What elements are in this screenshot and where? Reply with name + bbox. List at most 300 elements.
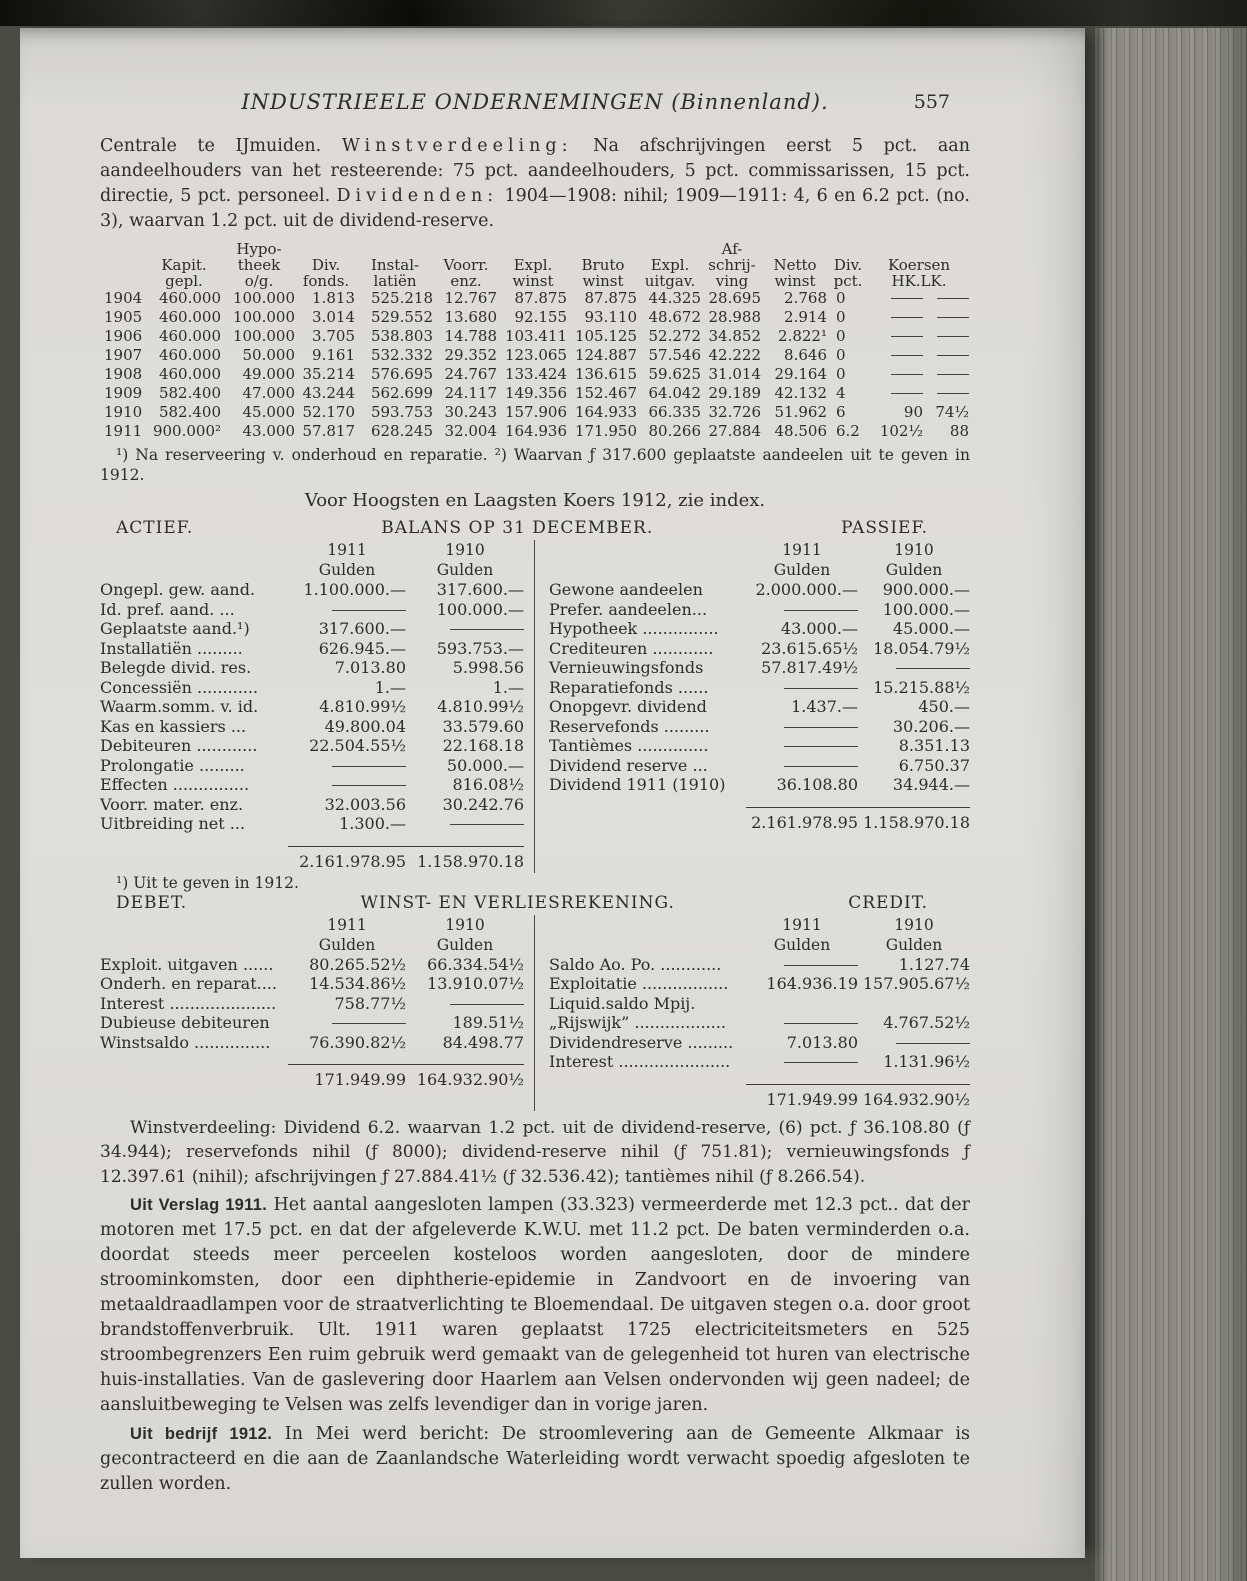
ledger-value: 32.003.56 bbox=[324, 794, 406, 814]
intro-paragraph bbox=[100, 134, 970, 234]
spacer bbox=[549, 915, 746, 935]
ledger-label: Geplaatste aand.¹) bbox=[100, 619, 250, 638]
ledger-label: Saldo Ao. Po. ............ bbox=[549, 954, 722, 974]
ledger-value: 317.600.— bbox=[436, 580, 524, 599]
ledger-label: Interest ...................... bbox=[549, 1052, 731, 1071]
stats-header-cell bbox=[100, 241, 146, 289]
year-label: 1911 bbox=[327, 541, 367, 559]
page-header bbox=[100, 90, 970, 114]
stats-cell: 152.467 bbox=[574, 384, 637, 402]
stats-cell: 90 bbox=[903, 403, 923, 421]
ledger-label: Hypotheek ............... bbox=[549, 619, 719, 638]
stats-cell: 532.332 bbox=[370, 346, 433, 364]
ledger-value bbox=[746, 717, 858, 737]
ledger-row bbox=[549, 658, 970, 678]
spacer bbox=[100, 935, 288, 955]
stats-row bbox=[100, 384, 970, 403]
column-year-row bbox=[100, 540, 524, 560]
ledger-value: 1.437.— bbox=[791, 697, 858, 716]
stats-cell: 49.000 bbox=[242, 365, 295, 383]
ledger-value: 43.000.— bbox=[780, 619, 858, 638]
ledger-value: 22.504.55½ bbox=[309, 736, 406, 755]
stats-cell: 74½ bbox=[935, 403, 969, 421]
stats-cell: 48.672 bbox=[648, 308, 701, 326]
stats-cell: 66.335 bbox=[648, 403, 701, 421]
blank-value-dash bbox=[450, 824, 524, 825]
stats-cell: 24.767 bbox=[444, 365, 497, 383]
ledger-row bbox=[549, 974, 970, 994]
stats-header-cell: Expl. winst bbox=[512, 256, 554, 290]
stats-cell: 88 bbox=[949, 422, 969, 440]
total-value: 1.158.970.18 bbox=[417, 851, 524, 871]
ledger-value: 1.127.74 bbox=[898, 954, 970, 974]
year-label: 1910 bbox=[445, 541, 485, 559]
stats-cell: 4 bbox=[836, 384, 846, 402]
ledger-label: Uitbreiding net ... bbox=[100, 814, 246, 833]
stats-cell: 1911 bbox=[104, 422, 143, 440]
stats-cell: 30.243 bbox=[444, 403, 497, 421]
ledger-row bbox=[100, 814, 524, 834]
ledger-value: 100.000.— bbox=[882, 599, 970, 619]
column-unit-row bbox=[100, 935, 524, 955]
ledger-value: 30.206.— bbox=[892, 716, 970, 736]
ledger-value bbox=[746, 678, 858, 698]
winstverdeeling-label: Winstverdeeling: bbox=[341, 136, 573, 156]
ledger-value: 22.168.18 bbox=[442, 736, 524, 755]
ledger-value: 18.054.79½ bbox=[873, 638, 970, 658]
stats-cell: 460.000 bbox=[158, 346, 221, 364]
stats-cell: 100.000 bbox=[232, 308, 295, 326]
ledger-row bbox=[549, 600, 970, 620]
ledger-value: 758.77½ bbox=[334, 993, 406, 1013]
stats-cell: 1909 bbox=[104, 384, 143, 402]
total-value: 171.949.99 bbox=[766, 1089, 858, 1109]
ledger-label: Liquid.saldo Mpij. bbox=[549, 993, 696, 1013]
ledger-row bbox=[549, 1033, 970, 1053]
stats-cell: 44.325 bbox=[648, 289, 701, 307]
blank-value-dash bbox=[937, 355, 969, 356]
balans-headings bbox=[100, 518, 970, 538]
ledger-value: 317.600.— bbox=[318, 619, 406, 638]
stats-cell: 1905 bbox=[104, 308, 143, 326]
stats-cell: 0 bbox=[836, 365, 846, 383]
ledger-value: 34.944.— bbox=[892, 775, 970, 794]
blank-value-dash bbox=[332, 1023, 406, 1024]
credit-table bbox=[535, 915, 970, 1111]
stats-cell: 0 bbox=[836, 327, 846, 345]
book-fore-edge-pages bbox=[1095, 28, 1247, 1581]
ledger-value bbox=[288, 1013, 406, 1033]
stats-cell: 460.000 bbox=[158, 289, 221, 307]
unit-label: Gulden bbox=[318, 935, 376, 954]
stats-cell: 1910 bbox=[104, 403, 143, 421]
stats-cell: 32.726 bbox=[708, 403, 761, 421]
ledger-row bbox=[549, 955, 970, 975]
stats-cell: 0 bbox=[836, 346, 846, 364]
book-top-edge bbox=[0, 0, 1247, 26]
ledger-label: Gewone aandeelen bbox=[549, 580, 703, 599]
ledger-value: 23.615.65½ bbox=[761, 638, 858, 658]
ledger-row bbox=[100, 658, 524, 678]
ledger-value: 30.242.76 bbox=[442, 794, 524, 814]
ledger-value: 1.— bbox=[374, 677, 406, 697]
stats-header-cell: Koersen HK.LK. bbox=[887, 256, 951, 290]
unit-label: Gulden bbox=[318, 561, 376, 579]
column-year-row bbox=[100, 915, 524, 935]
stats-cell: 35.214 bbox=[302, 365, 355, 383]
stats-cell: 52.272 bbox=[648, 327, 701, 345]
year-label: 1910 bbox=[894, 915, 934, 934]
stats-header bbox=[100, 241, 970, 289]
stats-cell: 87.875 bbox=[584, 289, 637, 307]
ledger-value: 5.998.56 bbox=[452, 658, 524, 677]
stats-row bbox=[100, 346, 970, 365]
spacer bbox=[100, 540, 288, 560]
spacer bbox=[100, 915, 288, 935]
stats-cell: 525.218 bbox=[370, 289, 433, 307]
stats-cell: 0 bbox=[836, 289, 846, 307]
ledger-value: 7.013.80 bbox=[786, 1032, 858, 1052]
ledger-row bbox=[100, 994, 524, 1014]
stats-row bbox=[100, 308, 970, 327]
ledger-label: Prefer. aandeelen... bbox=[549, 599, 708, 619]
column-unit-row bbox=[100, 560, 524, 580]
stats-cell: 136.615 bbox=[574, 365, 637, 383]
stats-cell: 562.699 bbox=[370, 384, 433, 402]
stats-cell bbox=[868, 346, 924, 365]
year-label: 1911 bbox=[782, 541, 822, 559]
blank-value-dash bbox=[784, 965, 858, 966]
stats-cell: 124.887 bbox=[574, 346, 637, 364]
blank-value-dash bbox=[784, 746, 858, 747]
stats-row bbox=[100, 327, 970, 346]
total-value: 2.161.978.95 bbox=[751, 812, 858, 832]
dividenden-label: Dividenden: bbox=[336, 186, 499, 206]
stats-header-cell: Expl. uitgav. bbox=[644, 256, 696, 290]
ledger-row bbox=[100, 678, 524, 698]
ledger-label: Interest ..................... bbox=[100, 993, 277, 1013]
stats-cell: 102½ bbox=[879, 422, 923, 440]
stats-cell bbox=[868, 308, 924, 327]
stats-cell: 6.2 bbox=[836, 422, 860, 440]
stats-cell: 133.424 bbox=[504, 365, 567, 383]
stats-cell: 13.680 bbox=[444, 308, 497, 326]
balans-heading-passief: PASSIEF. bbox=[841, 518, 928, 538]
stats-cell: 538.803 bbox=[370, 327, 433, 345]
stats-cell: 28.988 bbox=[708, 308, 761, 326]
total-row bbox=[549, 807, 970, 832]
stats-cell: 43.000 bbox=[242, 422, 295, 440]
ledger-value: 45.000.— bbox=[892, 619, 970, 638]
year-label: 1911 bbox=[782, 915, 822, 934]
ledger-row bbox=[100, 697, 524, 717]
stats-cell: 9.161 bbox=[312, 346, 355, 364]
stats-cell: 164.936 bbox=[504, 422, 567, 440]
ledger-value: 4.767.52½ bbox=[883, 1013, 970, 1032]
total-values bbox=[746, 1084, 970, 1109]
pl-heading-debet: DEBET. bbox=[116, 892, 188, 913]
spacer bbox=[549, 540, 746, 560]
blank-value-dash bbox=[784, 1062, 858, 1063]
stats-cell bbox=[924, 384, 970, 403]
blank-value-dash bbox=[784, 610, 858, 611]
spacer bbox=[549, 935, 746, 955]
ledger-label: Dividendreserve ......... bbox=[549, 1032, 734, 1052]
ledger-label: Reservefonds ......... bbox=[549, 716, 710, 736]
stats-cell: 1907 bbox=[104, 346, 143, 364]
passief-table bbox=[535, 540, 970, 873]
ledger-value: 626.945.— bbox=[318, 638, 406, 658]
ledger-value: 36.108.80 bbox=[776, 775, 858, 794]
blank-value-dash bbox=[891, 355, 923, 356]
blank-value-dash bbox=[937, 393, 969, 394]
ledger-value: 76.390.82½ bbox=[309, 1032, 406, 1052]
stats-body bbox=[100, 289, 970, 441]
ledger-label: Prolongatie ......... bbox=[100, 755, 245, 775]
stats-cell: 87.875 bbox=[514, 289, 567, 307]
stats-cell: 2.914 bbox=[784, 308, 827, 326]
ledger-label: Vernieuwingsfonds bbox=[549, 658, 704, 677]
ledger-value: 816.08½ bbox=[452, 775, 524, 794]
ledger-row bbox=[549, 580, 970, 600]
ledger-value: 164.936.19 bbox=[766, 974, 858, 993]
ledger-value bbox=[406, 994, 524, 1014]
stats-cell: 3.705 bbox=[312, 327, 355, 345]
ledger-value: 13.910.07½ bbox=[427, 974, 524, 993]
total-value: 1.158.970.18 bbox=[863, 812, 970, 832]
stats-cell: 164.933 bbox=[574, 403, 637, 421]
ledger-value bbox=[288, 756, 406, 776]
year-label: 1910 bbox=[894, 541, 934, 559]
ledger-row bbox=[549, 619, 970, 639]
year-label: 1911 bbox=[327, 915, 367, 934]
stats-cell: 103.411 bbox=[504, 327, 567, 345]
ledger-value: 15.215.88½ bbox=[873, 677, 970, 697]
ledger-value: 900.000.— bbox=[882, 580, 970, 599]
stats-cell: 31.014 bbox=[708, 365, 761, 383]
ledger-value bbox=[858, 1033, 970, 1053]
stats-cell: 50.000 bbox=[242, 346, 295, 364]
ledger-value bbox=[746, 600, 858, 620]
ledger-row bbox=[100, 580, 524, 600]
blank-value-dash bbox=[891, 374, 923, 375]
stats-cell: 28.695 bbox=[708, 289, 761, 307]
blank-value-dash bbox=[450, 629, 524, 630]
ledger-value: 14.534.86½ bbox=[309, 974, 406, 993]
stats-cell bbox=[924, 327, 970, 346]
verslag-1911-text: Het aantal aangesloten lampen (33.323) vermeerderde met 12.3 pct.. dat der motoren met 17.5 pct. en dat der afgeleverde K.W.U. met 11.2 pct. De baten verminderden o.a. doordat steeds meer perceelen kosteloos worden aangesloten, door de mindere stroominkomsten, door een diphtherie-epidemie in Zandvoort en de invoering van metaaldraadlampen voor de straatverlichting te Bloemendaal. De uitgaven stegen o.a. door groot brandstoffenverbruik. Ult. 1911 waren geplaatst 1725 electriciteitsmeters en 525 stroombegrenzers Een ruim gebruik werd gemaakt van de gelegenheid tot huren van electrische huis-installaties. Van de gaslevering door Haarlem aan Velsen ondervonden wij geen nadeel; de aansluitbeweging te Velsen was zelfs levendiger dan in vorige jaren. bbox=[100, 1195, 970, 1415]
ledger-value bbox=[746, 736, 858, 756]
stats-cell: 157.906 bbox=[504, 403, 567, 421]
stats-cell bbox=[868, 327, 924, 346]
stats-cell: 529.552 bbox=[370, 308, 433, 326]
blank-value-dash bbox=[937, 298, 969, 299]
ledger-label: Dividend reserve ... bbox=[549, 755, 708, 775]
ledger-row bbox=[549, 697, 970, 717]
total-row bbox=[100, 846, 524, 871]
total-values bbox=[746, 807, 970, 832]
total-values bbox=[288, 1064, 524, 1089]
ledger-row bbox=[100, 756, 524, 776]
ledger-label: Dividend 1911 (1910) bbox=[549, 775, 726, 794]
stats-row bbox=[100, 365, 970, 384]
winstverdeeling-paragraph: Winstverdeeling: Dividend 6.2. waarvan 1.2 pct. uit de dividend-reserve, (6) pct. ƒ 36.108.80 (ƒ 34.944); reservefonds nihil (ƒ 8000); dividend-reserve nihil (ƒ 751.81); vernieuwingsfonds ƒ 12.397.61 (nihil); afschrijvingen ƒ 27.884.41½ (ƒ 32.536.42); tantièmes nihil (ƒ 8.266.54). bbox=[100, 1117, 970, 1187]
total-row bbox=[549, 1084, 970, 1109]
ledger-value: 66.334.54½ bbox=[427, 954, 524, 974]
ledger-row bbox=[549, 678, 970, 698]
stats-cell bbox=[868, 365, 924, 384]
unit-label: Gulden bbox=[885, 561, 943, 579]
stats-cell: 34.852 bbox=[708, 327, 761, 345]
stats-cell: 593.753 bbox=[370, 403, 433, 421]
ledger-label: „Rijswijk” .................. bbox=[549, 1013, 726, 1032]
stats-cell: 1.813 bbox=[312, 289, 355, 307]
stats-row bbox=[100, 403, 970, 422]
stats-cell: 93.110 bbox=[584, 308, 637, 326]
stats-cell bbox=[924, 308, 970, 327]
ledger-value bbox=[746, 1052, 858, 1072]
pl-headings bbox=[100, 893, 970, 913]
ledger-row bbox=[100, 955, 524, 975]
stats-cell: 100.000 bbox=[232, 327, 295, 345]
ledger-row bbox=[100, 600, 524, 620]
stats-header-cell: Div. pct. bbox=[833, 256, 863, 290]
total-value: 164.932.90½ bbox=[862, 1089, 970, 1109]
ledger-value: 57.817.49½ bbox=[761, 658, 858, 677]
stats-cell: 29.164 bbox=[774, 365, 827, 383]
stats-cell: 105.125 bbox=[574, 327, 637, 345]
ledger-row bbox=[100, 619, 524, 639]
blank-value-dash bbox=[896, 1043, 970, 1044]
blank-value-dash bbox=[891, 317, 923, 318]
total-value: 2.161.978.95 bbox=[299, 851, 406, 871]
ledger-label: Effecten ............... bbox=[100, 775, 250, 794]
ledger-row bbox=[100, 974, 524, 994]
stats-cell: 3.014 bbox=[312, 308, 355, 326]
balans-tables bbox=[100, 540, 970, 873]
bedrijf-1912-paragraph bbox=[100, 1422, 970, 1497]
ledger-row bbox=[100, 736, 524, 756]
ledger-value: 1.300.— bbox=[339, 814, 406, 833]
stats-row bbox=[100, 422, 970, 441]
stats-cell: 48.506 bbox=[774, 422, 827, 440]
ledger-value: 4.810.99½ bbox=[437, 697, 524, 716]
balans-heading-title: BALANS OP 31 DECEMBER. bbox=[381, 518, 654, 538]
ledger-label: Dubieuse debiteuren bbox=[100, 1013, 270, 1032]
blank-value-dash bbox=[332, 785, 406, 786]
ledger-row bbox=[100, 1033, 524, 1053]
bedrijf-1912-lead: Uit bedrijf 1912. bbox=[130, 1425, 273, 1443]
stats-cell: 582.400 bbox=[158, 403, 221, 421]
page-title: INDUSTRIEELE ONDERNEMINGEN (Binnenland). bbox=[241, 90, 829, 114]
ledger-value: 450.— bbox=[918, 697, 970, 716]
ledger-row bbox=[549, 756, 970, 776]
ledger-value: 1.131.96½ bbox=[883, 1052, 970, 1071]
stats-cell: 1908 bbox=[104, 365, 143, 383]
ledger-value bbox=[858, 994, 970, 1014]
debet-table bbox=[100, 915, 535, 1111]
stats-cell: 42.132 bbox=[774, 384, 827, 402]
ledger-value: 593.753.— bbox=[436, 638, 524, 658]
stats-footnote: ¹) Na reserveering v. onderhoud en reparatie. ²) Waarvan ƒ 317.600 geplaatste aandeelen uit te geven in 1912. bbox=[100, 446, 970, 484]
stats-cell: 460.000 bbox=[158, 365, 221, 383]
pl-heading-credit: CREDIT. bbox=[848, 892, 928, 913]
stats-cell: 24.117 bbox=[444, 384, 497, 402]
blank-value-dash bbox=[937, 374, 969, 375]
balans-footnote: ¹) Uit te geven in 1912. bbox=[116, 873, 299, 892]
unit-label: Gulden bbox=[773, 935, 831, 954]
actief-table bbox=[100, 540, 535, 873]
ledger-row bbox=[549, 775, 970, 795]
ledger-value: 1.100.000.— bbox=[303, 580, 406, 599]
ledger-value: 84.498.77 bbox=[442, 1032, 524, 1052]
pl-heading-title: WINST- EN VERLIESREKENING. bbox=[360, 892, 675, 913]
scanned-book-page bbox=[20, 28, 1085, 1558]
stats-cell: 460.000 bbox=[158, 327, 221, 345]
ledger-value: 8.351.13 bbox=[898, 736, 970, 755]
stats-cell: 2.768 bbox=[784, 289, 827, 307]
blank-value-dash bbox=[896, 668, 970, 669]
ledger-value: 7.013.80 bbox=[334, 658, 406, 677]
stats-header-row bbox=[100, 241, 970, 289]
ledger-row bbox=[100, 775, 524, 795]
ledger-value bbox=[288, 600, 406, 620]
ledger-row bbox=[549, 717, 970, 737]
ledger-label: Kas en kassiers ... bbox=[100, 716, 247, 736]
blank-value-dash bbox=[450, 1004, 524, 1005]
stats-cell bbox=[924, 365, 970, 384]
ledger-value bbox=[406, 619, 524, 639]
statistics-table bbox=[100, 241, 970, 441]
stats-cell: 171.950 bbox=[574, 422, 637, 440]
blank-value-dash bbox=[332, 766, 406, 767]
ledger-value bbox=[406, 814, 524, 834]
stats-cell: 628.245 bbox=[370, 422, 433, 440]
stats-cell: 52.170 bbox=[302, 403, 355, 421]
ledger-value: 189.51½ bbox=[452, 1013, 524, 1032]
stats-cell: 1906 bbox=[104, 327, 143, 345]
total-value: 164.932.90½ bbox=[416, 1070, 524, 1089]
stats-row bbox=[100, 289, 970, 308]
unit-label: Gulden bbox=[436, 935, 494, 954]
stats-cell: 43.244 bbox=[302, 384, 355, 402]
stats-cell: 0 bbox=[836, 308, 846, 326]
unit-label: Gulden bbox=[885, 935, 943, 954]
blank-value-dash bbox=[332, 610, 406, 611]
ledger-row bbox=[549, 994, 970, 1014]
stats-header-cell: Netto winst bbox=[773, 256, 817, 290]
ledger-label: Belegde divid. res. bbox=[100, 658, 252, 677]
stats-cell: 29.352 bbox=[444, 346, 497, 364]
stats-cell: 57.546 bbox=[648, 346, 701, 364]
column-unit-row bbox=[549, 560, 970, 580]
stats-cell: 123.065 bbox=[504, 346, 567, 364]
ledger-value bbox=[746, 1013, 858, 1033]
stats-cell: 100.000 bbox=[232, 289, 295, 307]
stats-cell: 14.788 bbox=[444, 327, 497, 345]
total-row bbox=[100, 1064, 524, 1089]
bedrijf-1912-text: In Mei werd bericht: De stroomlevering aan de Gemeente Alkmaar is gecontracteerd en die aan de Zaanlandsche Waterleiding wordt verwacht spoedig afgesloten te zullen worden. bbox=[100, 1424, 970, 1494]
intro-text-2: 1904—1908: nihil; 1909—1911: 4, 6 en 6.2 pct. (no. 3), waarvan 1.2 pct. uit de dividend-reserve. bbox=[100, 186, 970, 231]
ledger-value bbox=[746, 756, 858, 776]
page-number: 557 bbox=[913, 91, 950, 113]
ledger-value: 33.579.60 bbox=[442, 716, 524, 736]
unit-label: Gulden bbox=[773, 561, 831, 579]
ledger-row bbox=[100, 717, 524, 737]
verslag-1911-paragraph bbox=[100, 1193, 970, 1418]
blank-value-dash bbox=[937, 317, 969, 318]
blank-value-dash bbox=[784, 688, 858, 689]
